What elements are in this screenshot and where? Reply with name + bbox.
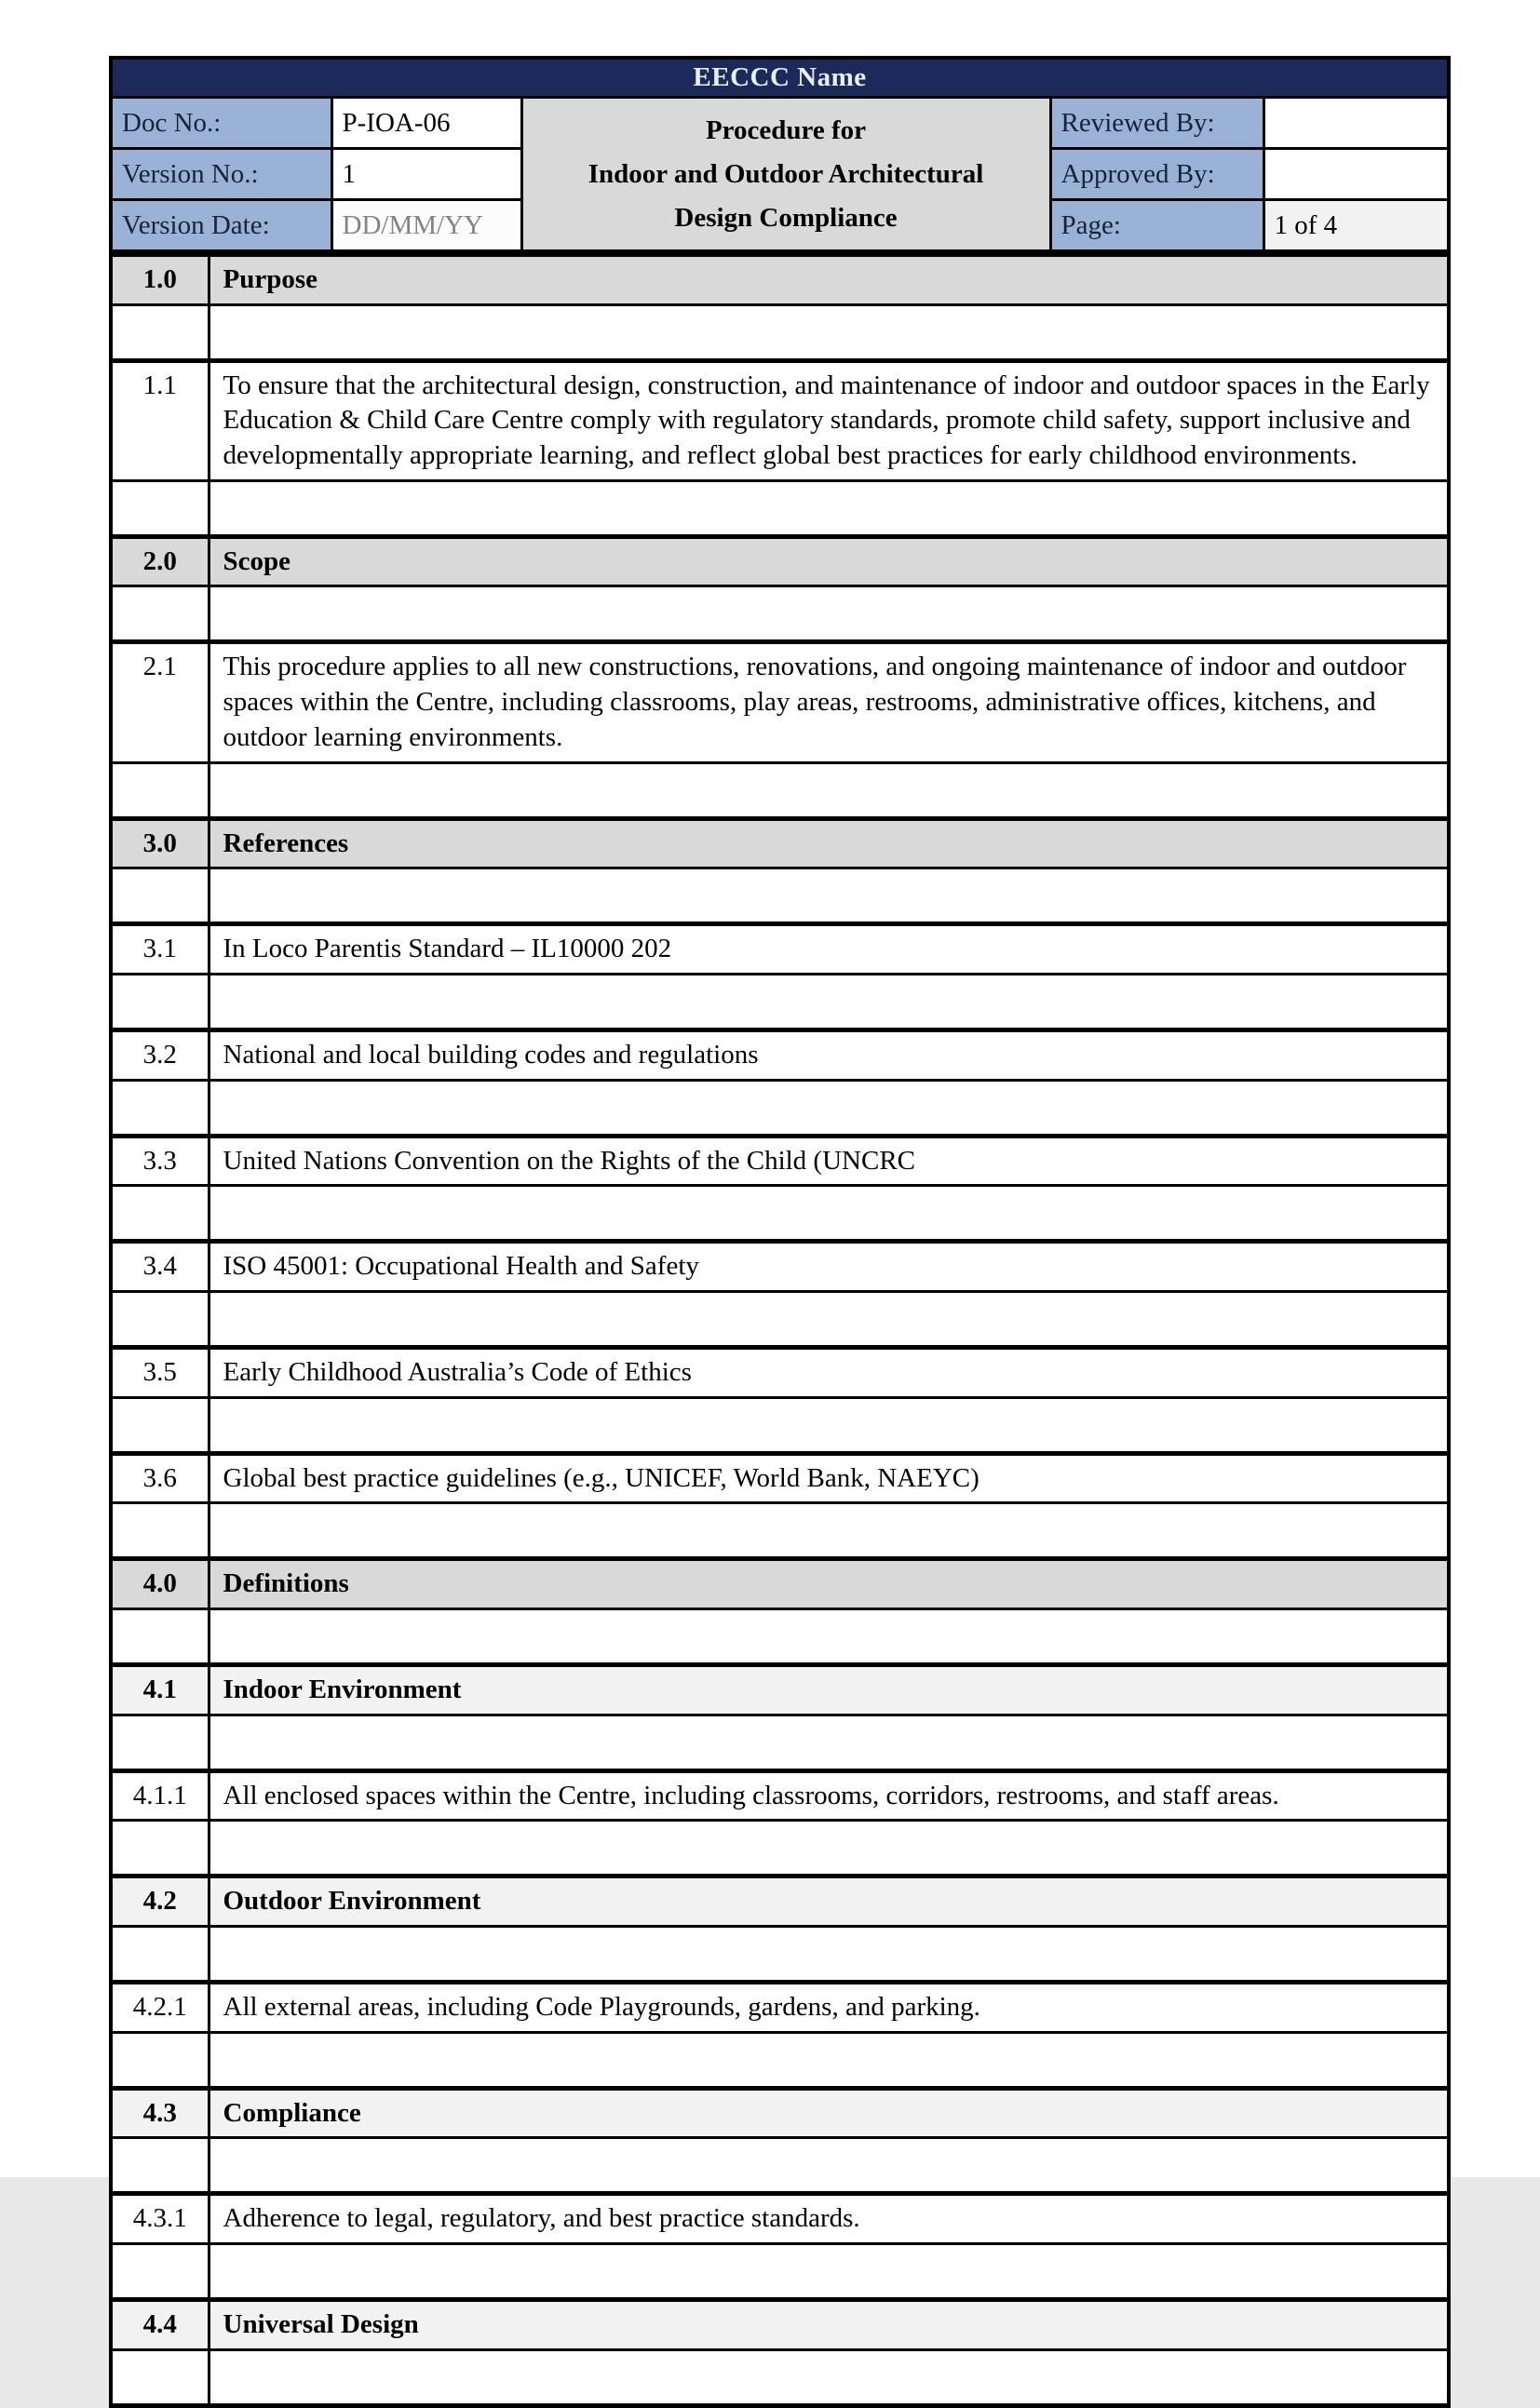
section-title: References	[209, 818, 1449, 868]
spacer-text-cell	[209, 2349, 1449, 2405]
spacer-row	[111, 2244, 1449, 2300]
version-date-label: Version Date:	[111, 200, 331, 252]
spacer-number-cell	[111, 2138, 209, 2194]
subsection-header-row	[111, 1877, 1449, 1927]
spacer-row	[111, 1397, 1449, 1453]
section-header-row	[111, 818, 1449, 868]
spacer-text-cell	[209, 2138, 1449, 2194]
subsection-header-row	[111, 2300, 1449, 2350]
clause-row	[111, 2194, 1449, 2244]
clause-text: Early Childhood Australia’s Code of Ethics	[209, 1347, 1449, 1397]
spacer-text-cell	[209, 2032, 1449, 2088]
doc-no-label: Doc No.:	[111, 98, 331, 149]
spacer-text-cell	[209, 868, 1449, 924]
spacer-text-cell	[209, 304, 1449, 360]
clause-row	[111, 1347, 1449, 1397]
spacer-number-cell	[111, 868, 209, 924]
spacer-text-cell	[209, 1715, 1449, 1770]
clause-number: 3.4	[111, 1242, 209, 1292]
spacer-text-cell	[209, 1503, 1449, 1559]
spacer-number-cell	[111, 1609, 209, 1665]
section-header-row	[111, 1559, 1449, 1609]
clause-number: 4.4	[111, 2300, 209, 2350]
spacer-number-cell	[111, 480, 209, 536]
section-title: Purpose	[209, 255, 1449, 305]
clause-text: In Loco Parentis Standard – IL10000 202	[209, 924, 1449, 975]
clause-number: 4.3	[111, 2088, 209, 2138]
section-title: Definitions	[209, 1559, 1449, 1609]
clause-text: Adherence to legal, regulatory, and best practice standards.	[209, 2194, 1449, 2244]
spacer-row	[111, 762, 1449, 818]
spacer-row	[111, 974, 1449, 1029]
spacer-text-cell	[209, 2244, 1449, 2300]
clause-number: 4.2.1	[111, 1983, 209, 2033]
spacer-number-cell	[111, 1186, 209, 1242]
clause-row	[111, 1770, 1449, 1821]
approved-by-value	[1263, 149, 1449, 200]
clause-row	[111, 924, 1449, 975]
spacer-row	[111, 1186, 1449, 1242]
clause-number: 2.0	[111, 536, 209, 586]
spacer-number-cell	[111, 1397, 209, 1453]
clause-row	[111, 1242, 1449, 1292]
clause-number: 4.3.1	[111, 2194, 209, 2244]
clause-number: 2.1	[111, 642, 209, 762]
clause-number: 3.1	[111, 924, 209, 975]
section-title: Compliance	[209, 2088, 1449, 2138]
spacer-text-cell	[209, 1821, 1449, 1877]
subsection-header-row	[111, 2088, 1449, 2138]
spacer-row	[111, 2032, 1449, 2088]
spacer-number-cell	[111, 1291, 209, 1347]
procedure-clauses-table	[109, 252, 1451, 2408]
spacer-row	[111, 1715, 1449, 1770]
spacer-number-cell	[111, 2349, 209, 2405]
clause-text: Global best practice guidelines (e.g., UNICEF, World Bank, NAEYC)	[209, 1453, 1449, 1503]
spacer-row	[111, 304, 1449, 360]
clause-number: 4.2	[111, 1877, 209, 1927]
spacer-number-cell	[111, 1715, 209, 1770]
spacer-text-cell	[209, 1927, 1449, 1983]
spacer-number-cell	[111, 1080, 209, 1136]
spacer-text-cell	[209, 1291, 1449, 1347]
clause-number: 1.0	[111, 255, 209, 305]
clause-text: National and local building codes and regulations	[209, 1029, 1449, 1080]
clause-row	[111, 1029, 1449, 1080]
section-header-row	[111, 536, 1449, 586]
clause-row	[111, 1136, 1449, 1186]
spacer-text-cell	[209, 974, 1449, 1029]
page-label: Page:	[1050, 200, 1263, 252]
spacer-text-cell	[209, 586, 1449, 642]
spacer-number-cell	[111, 1503, 209, 1559]
spacer-row	[111, 586, 1449, 642]
clause-number: 4.1.1	[111, 1770, 209, 1821]
clause-number: 3.2	[111, 1029, 209, 1080]
spacer-number-cell	[111, 2244, 209, 2300]
spacer-number-cell	[111, 1821, 209, 1877]
clause-row	[111, 642, 1449, 762]
clause-row	[111, 360, 1449, 480]
spacer-row	[111, 1609, 1449, 1665]
spacer-row	[111, 2349, 1449, 2405]
clause-number: 3.5	[111, 1347, 209, 1397]
spacer-row	[111, 868, 1449, 924]
clause-text: To ensure that the architectural design, construction, and maintenance of indoor and outdoor spaces in the Early Education & Child Care Centre comply with regulatory standards, promote child safety, support inclusive and developmentally appropriate learning, and reflect global best practices for early childhood environments.	[209, 360, 1449, 480]
spacer-row	[111, 1503, 1449, 1559]
section-title: Indoor Environment	[209, 1665, 1449, 1715]
clause-number: 4.1	[111, 1665, 209, 1715]
header-row-doc-no	[111, 98, 1449, 149]
section-title: Outdoor Environment	[209, 1877, 1449, 1927]
version-no-value: 1	[331, 149, 521, 200]
spacer-row	[111, 1821, 1449, 1877]
subsection-header-row	[111, 1665, 1449, 1715]
clause-text: This procedure applies to all new constructions, renovations, and ongoing maintenance of indoor and outdoor spaces within the Centre, including classrooms, play areas, restrooms, administrative offices, kitchens, and outdoor learning environments.	[209, 642, 1449, 762]
clause-number: 3.6	[111, 1453, 209, 1503]
clause-text: All external areas, including Code Playgrounds, gardens, and parking.	[209, 1983, 1449, 2033]
spacer-row	[111, 1080, 1449, 1136]
section-header-row	[111, 255, 1449, 305]
clause-number: 3.0	[111, 818, 209, 868]
clause-text: ISO 45001: Occupational Health and Safety	[209, 1242, 1449, 1292]
procedure-title-line-1: Procedure for	[705, 114, 867, 145]
doc-no-value: P-IOA-06	[331, 98, 521, 149]
procedure-title-line-2: Indoor and Outdoor Architectural	[588, 158, 984, 189]
clause-number: 4.0	[111, 1559, 209, 1609]
spacer-number-cell	[111, 762, 209, 818]
clause-row	[111, 1983, 1449, 2033]
spacer-text-cell	[209, 1397, 1449, 1453]
reviewed-by-value	[1263, 98, 1449, 149]
page-value: 1 of 4	[1263, 200, 1449, 252]
spacer-number-cell	[111, 2032, 209, 2088]
clause-row	[111, 1453, 1449, 1503]
document-header-table	[109, 56, 1451, 253]
spacer-row	[111, 2138, 1449, 2194]
version-no-label: Version No.:	[111, 149, 331, 200]
spacer-row	[111, 1927, 1449, 1983]
spacer-text-cell	[209, 480, 1449, 536]
procedure-title-cell	[521, 98, 1050, 252]
spacer-row	[111, 480, 1449, 536]
approved-by-label: Approved By:	[1050, 149, 1263, 200]
spacer-text-cell	[209, 762, 1449, 818]
spacer-row	[111, 1291, 1449, 1347]
reviewed-by-label: Reviewed By:	[1050, 98, 1263, 149]
document-title-bar: EECCC Name	[111, 58, 1449, 98]
procedure-title-line-3: Design Compliance	[674, 202, 898, 233]
clause-text: All enclosed spaces within the Centre, including classrooms, corridors, restrooms, and staff areas.	[209, 1770, 1449, 1821]
spacer-text-cell	[209, 1609, 1449, 1665]
clause-text: United Nations Convention on the Rights of the Child (UNCRC	[209, 1136, 1449, 1186]
spacer-number-cell	[111, 1927, 209, 1983]
spacer-number-cell	[111, 304, 209, 360]
header-title-row	[111, 58, 1449, 98]
spacer-number-cell	[111, 974, 209, 1029]
version-date-value: DD/MM/YY	[331, 200, 521, 252]
spacer-text-cell	[209, 1080, 1449, 1136]
spacer-text-cell	[209, 1186, 1449, 1242]
section-title: Scope	[209, 536, 1449, 586]
spacer-number-cell	[111, 586, 209, 642]
clause-number: 3.3	[111, 1136, 209, 1186]
section-title: Universal Design	[209, 2300, 1449, 2350]
clause-number: 1.1	[111, 360, 209, 480]
